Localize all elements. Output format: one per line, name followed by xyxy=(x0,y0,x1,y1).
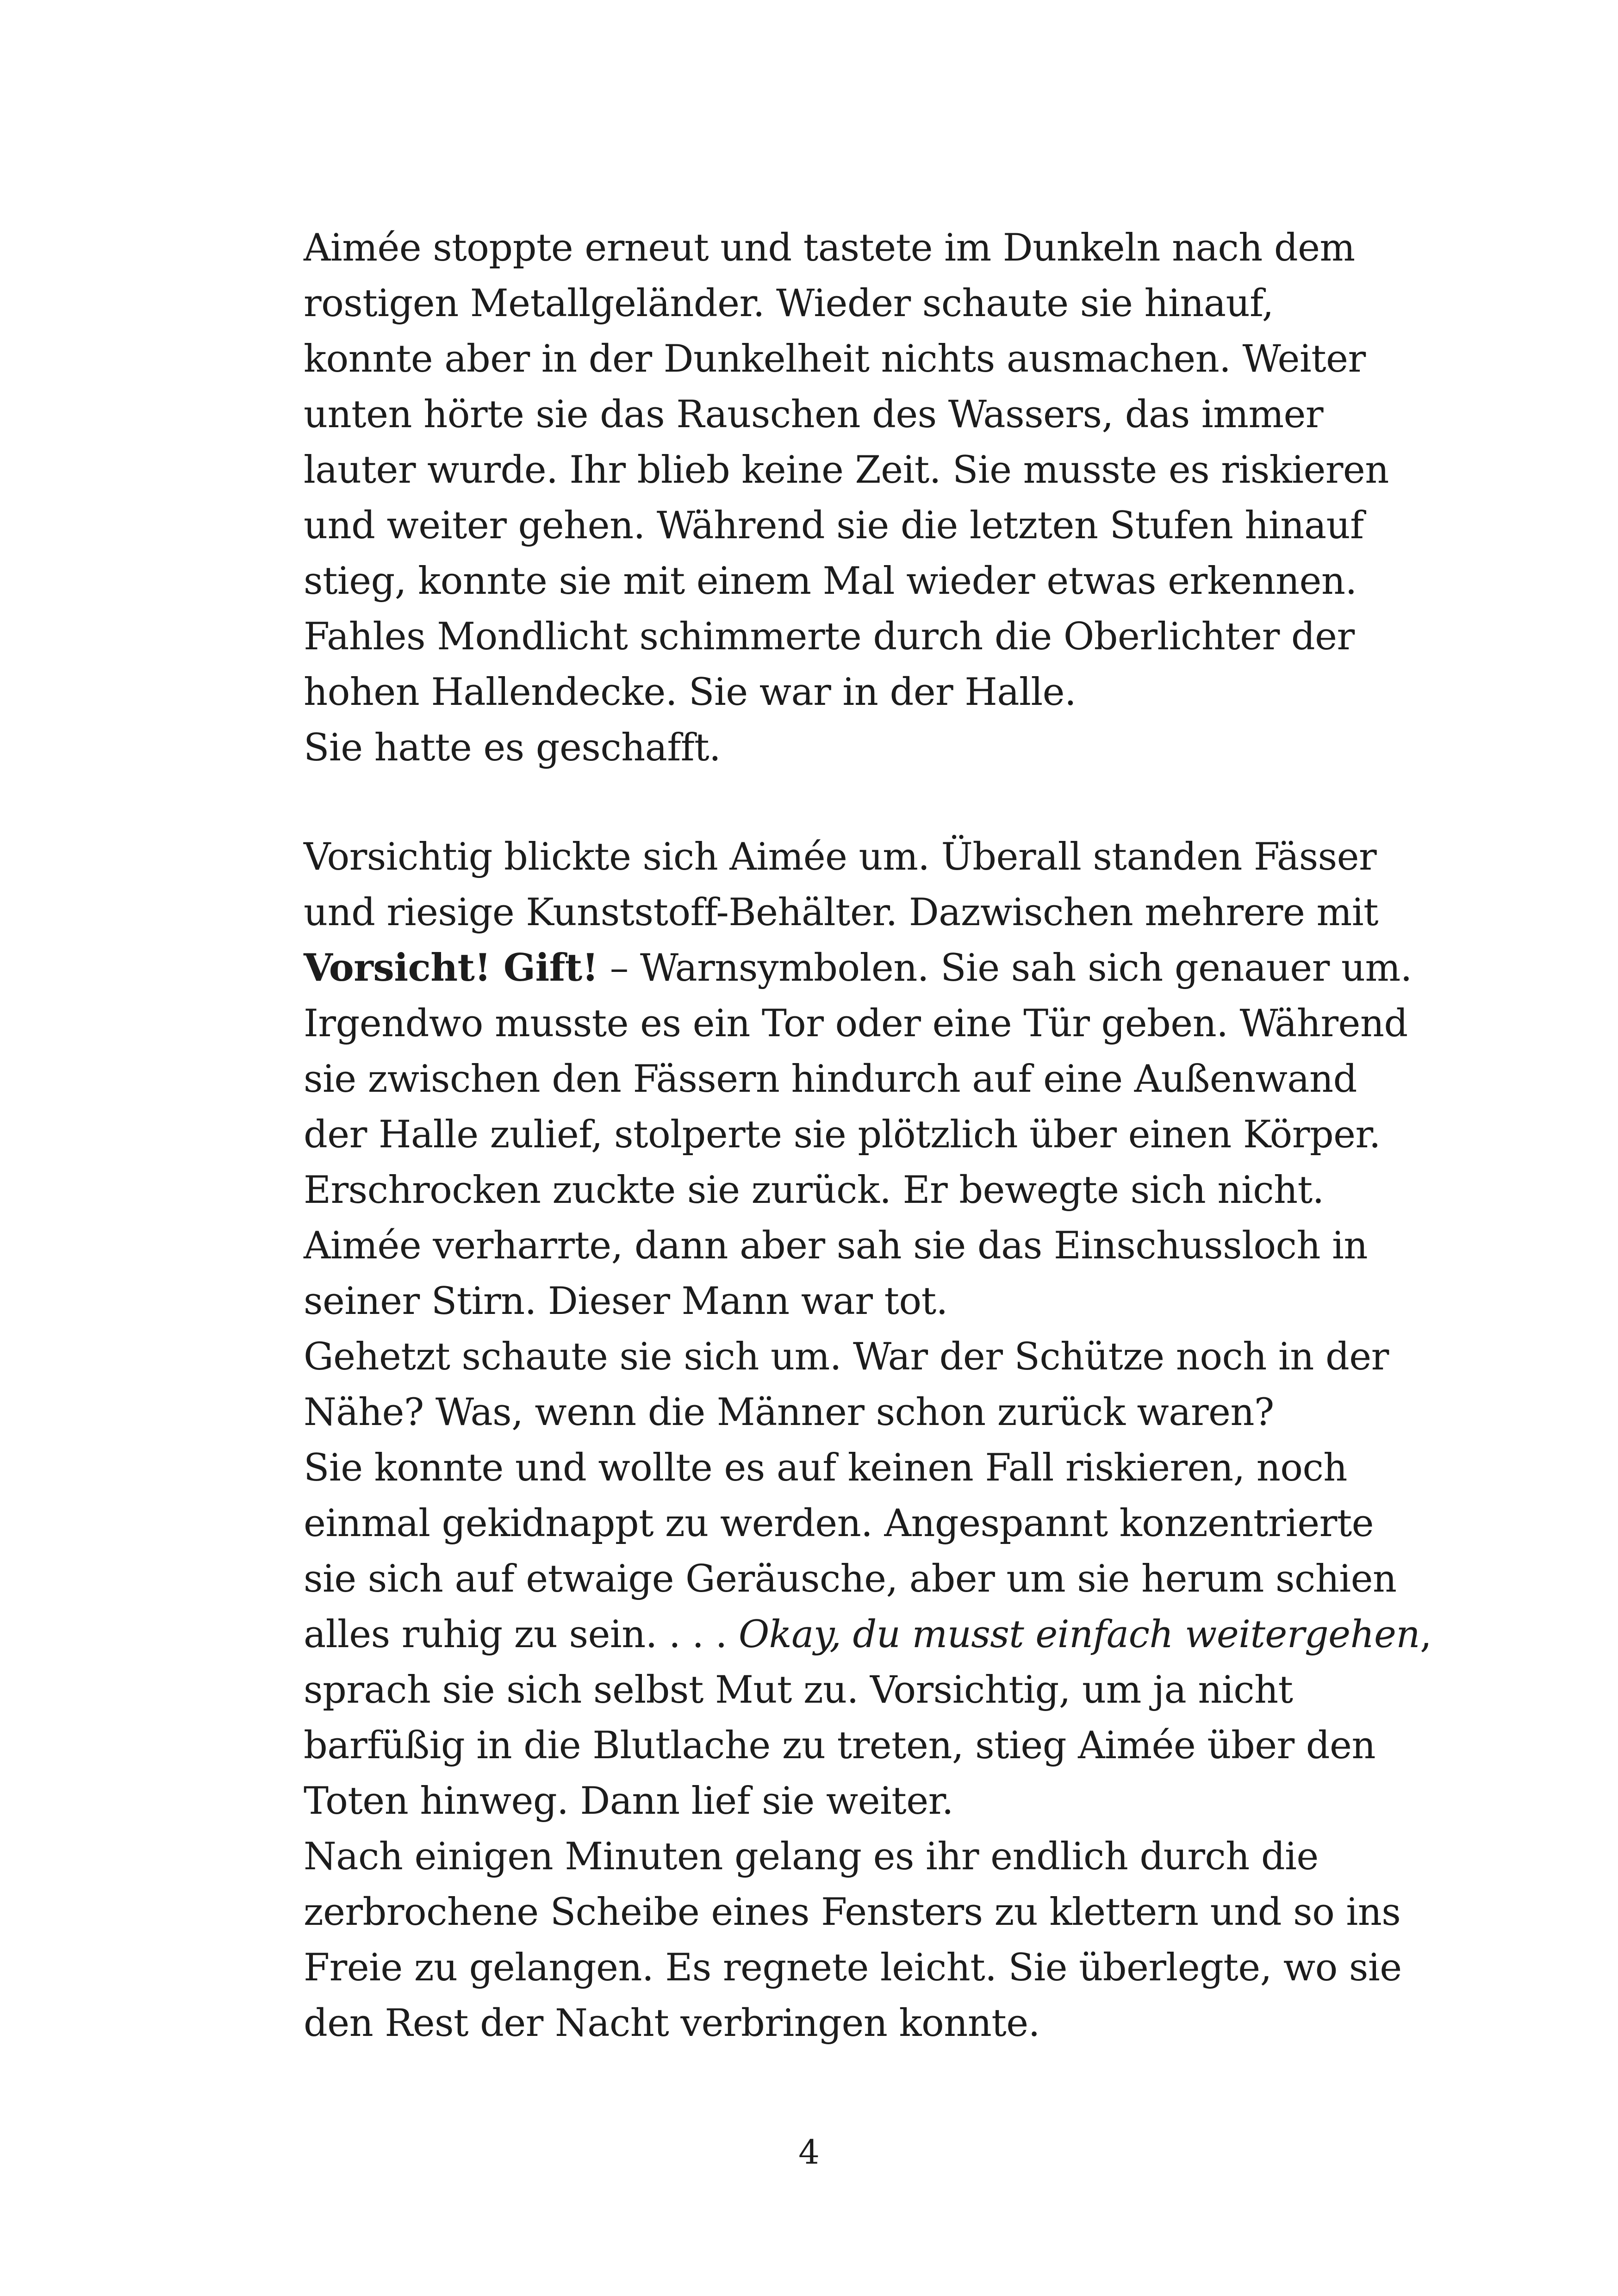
text-line: Nach einigen Minuten gelang es ihr endlich durch die xyxy=(304,1835,1319,1879)
text-line: und weiter gehen. Während sie die letzten Stufen hinauf xyxy=(304,504,1364,548)
text-line: Vorsichtig blickte sich Aimée um. Überall standen Fässer xyxy=(304,835,1377,879)
text-line: der Halle zulief, stolperte sie plötzlich über einen Körper. xyxy=(304,1113,1381,1157)
text-line: Freie zu gelangen. Es regnete leicht. Sie überlegte, wo sie xyxy=(304,1946,1402,1990)
text-line-with-warning xyxy=(304,940,1419,996)
text-line: lauter wurde. Ihr blieb keine Zeit. Sie musste es riskieren xyxy=(304,448,1389,492)
text-line: unten hörte sie das Rauschen des Wassers, das immer xyxy=(304,393,1323,436)
text-line: sprach sie sich selbst Mut zu. Vorsichtig, um ja nicht xyxy=(304,1668,1293,1712)
text-line: Aimée stoppte erneut und tastete im Dunkeln nach dem xyxy=(304,226,1355,270)
paragraph-1 xyxy=(304,220,1419,776)
text-line: rostigen Metallgeländer. Wieder schaute sie hinauf, xyxy=(304,282,1274,325)
text-line: einmal gekidnappt zu werden. Angespannt konzentrierte xyxy=(304,1502,1374,1545)
text-line: und riesige Kunststoff-Behälter. Dazwischen mehrere mit xyxy=(304,891,1378,934)
text-segment: – Warnsymbolen. Sie sah sich genauer um. xyxy=(598,946,1412,990)
text-line: sie zwischen den Fässern hindurch auf eine Außenwand xyxy=(304,1058,1357,1101)
text-line: hohen Hallendecke. Sie war in der Halle. xyxy=(304,671,1077,714)
text-line: Sie hatte es geschafft. xyxy=(304,726,721,770)
text-segment: alles ruhig zu sein. . . . xyxy=(304,1613,739,1656)
text-line: Sie konnte und wollte es auf keinen Fall riskieren, noch xyxy=(304,1446,1347,1490)
paragraph-2 xyxy=(304,829,1432,2051)
text-line: Gehetzt schaute sie sich um. War der Schütze noch in der xyxy=(304,1335,1389,1379)
text-line: stieg, konnte sie mit einem Mal wieder etwas erkennen. xyxy=(304,560,1357,603)
warning-bold-text: Vorsicht! Gift! xyxy=(304,946,598,990)
text-segment: , xyxy=(1419,1613,1432,1656)
italic-thought-text: Okay, du musst einfach weitergehen xyxy=(738,1613,1420,1656)
text-line: Erschrocken zuckte sie zurück. Er bewegte sich nicht. xyxy=(304,1169,1324,1212)
text-line: barfüßig in die Blutlache zu treten, stieg Aimée über den xyxy=(304,1724,1375,1767)
text-line: den Rest der Nacht verbringen konnte. xyxy=(304,2002,1040,2045)
text-line: Aimée verharrte, dann aber sah sie das Einschussloch in xyxy=(304,1224,1368,1268)
text-line: konnte aber in der Dunkelheit nichts ausmachen. Weiter xyxy=(304,337,1366,381)
text-line-with-thought xyxy=(304,1607,1432,1662)
text-line: sie sich auf etwaige Geräusche, aber um sie herum schien xyxy=(304,1557,1397,1601)
text-line: Nähe? Was, wenn die Männer schon zurück waren? xyxy=(304,1391,1274,1434)
text-line: Fahles Mondlicht schimmerte durch die Oberlichter der xyxy=(304,615,1355,659)
page-number: 4 xyxy=(798,2133,820,2172)
text-line: seiner Stirn. Dieser Mann war tot. xyxy=(304,1280,948,1323)
text-line: Irgendwo musste es ein Tor oder eine Tür geben. Während xyxy=(304,1002,1408,1045)
text-line: Toten hinweg. Dann lief sie weiter. xyxy=(304,1780,953,1823)
text-line: zerbrochene Scheibe eines Fensters zu klettern und so ins xyxy=(304,1891,1401,1934)
